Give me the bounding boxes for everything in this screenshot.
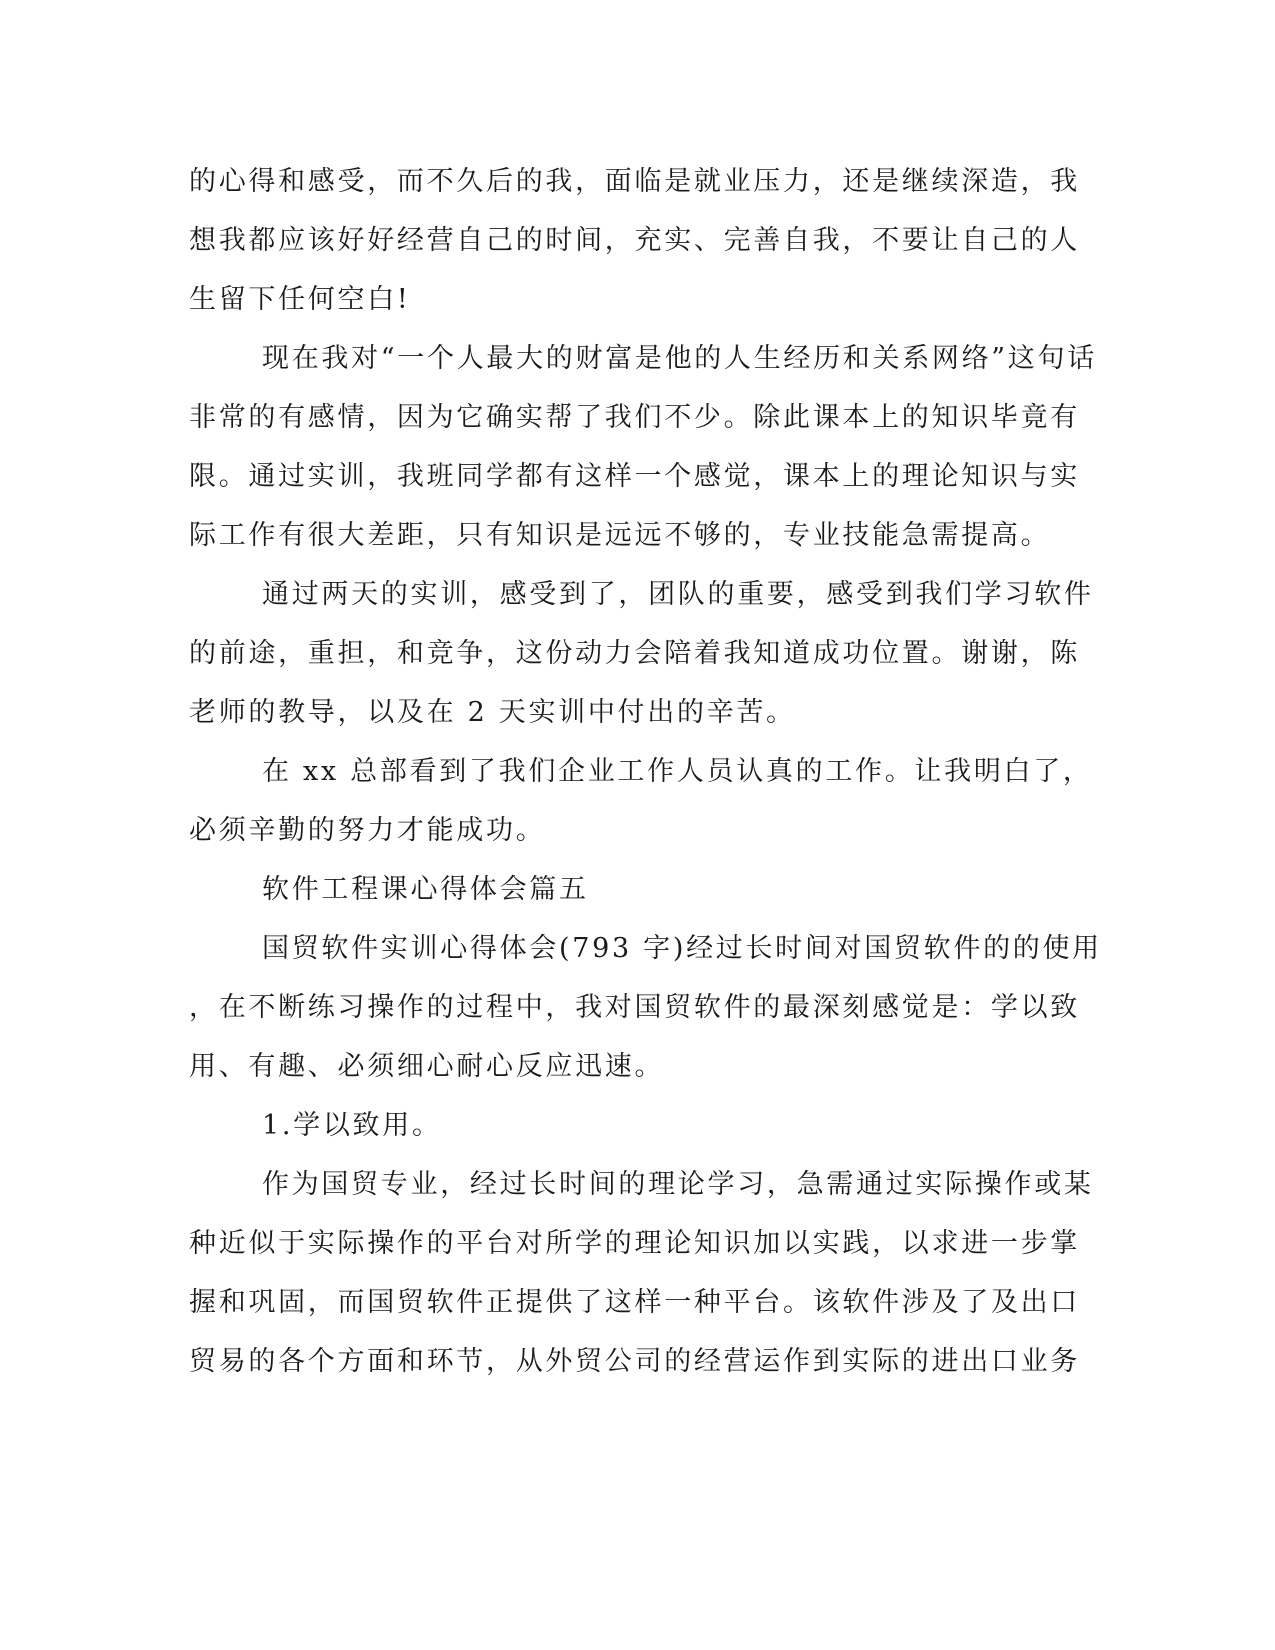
text-line: 作为国贸专业，经过长时间的理论学习，急需通过实际操作或某	[262, 1169, 1094, 1200]
text-line: 种近似于实际操作的平台对所学的理论知识加以实践，以求进一步掌	[189, 1228, 1080, 1259]
text-line: 老师的教导，以及在 2 天实训中付出的辛苦。	[189, 697, 796, 728]
text-line: ，在不断练习操作的过程中，我对国贸软件的最深刻感觉是：学以致	[189, 992, 1080, 1023]
text-line: 的心得和感受，而不久后的我，面临是就业压力，还是继续深造，我	[189, 166, 1080, 197]
section-heading: 软件工程课心得体会篇五	[262, 874, 589, 905]
list-heading: 1.学以致用。	[262, 1110, 442, 1141]
text-line: 通过两天的实训，感受到了，团队的重要，感受到我们学习软件	[262, 579, 1094, 610]
text-line: 用、有趣、必须细心耐心反应迅速。	[189, 1051, 665, 1082]
text-line: 限。通过实训，我班同学都有这样一个感觉，课本上的理论知识与实	[189, 461, 1080, 492]
text-line: 必须辛勤的努力才能成功。	[189, 815, 546, 846]
text-line: 生留下任何空白!	[189, 284, 411, 315]
text-line: 国贸软件实训心得体会(793 字)经过长时间对国贸软件的的使用	[262, 933, 1102, 964]
text-line: 非常的有感情，因为它确实帮了我们不少。除此课本上的知识毕竟有	[189, 402, 1080, 433]
text-line: 握和巩固，而国贸软件正提供了这样一种平台。该软件涉及了及出口	[189, 1287, 1080, 1318]
text-line: 在 xx 总部看到了我们企业工作人员认真的工作。让我明白了，	[262, 756, 1093, 787]
text-line: 际工作有很大差距，只有知识是远远不够的，专业技能急需提高。	[189, 520, 1051, 551]
text-line: 想我都应该好好经营自己的时间，充实、完善自我，不要让自己的人	[189, 225, 1080, 256]
text-line: 贸易的各个方面和环节，从外贸公司的经营运作到实际的进出口业务	[189, 1346, 1080, 1377]
text-line: 的前途，重担，和竞争，这份动力会陪着我知道成功位置。谢谢，陈	[189, 638, 1080, 669]
text-line: 现在我对“一个人最大的财富是他的人生经历和关系网络”这句话	[262, 343, 1097, 374]
